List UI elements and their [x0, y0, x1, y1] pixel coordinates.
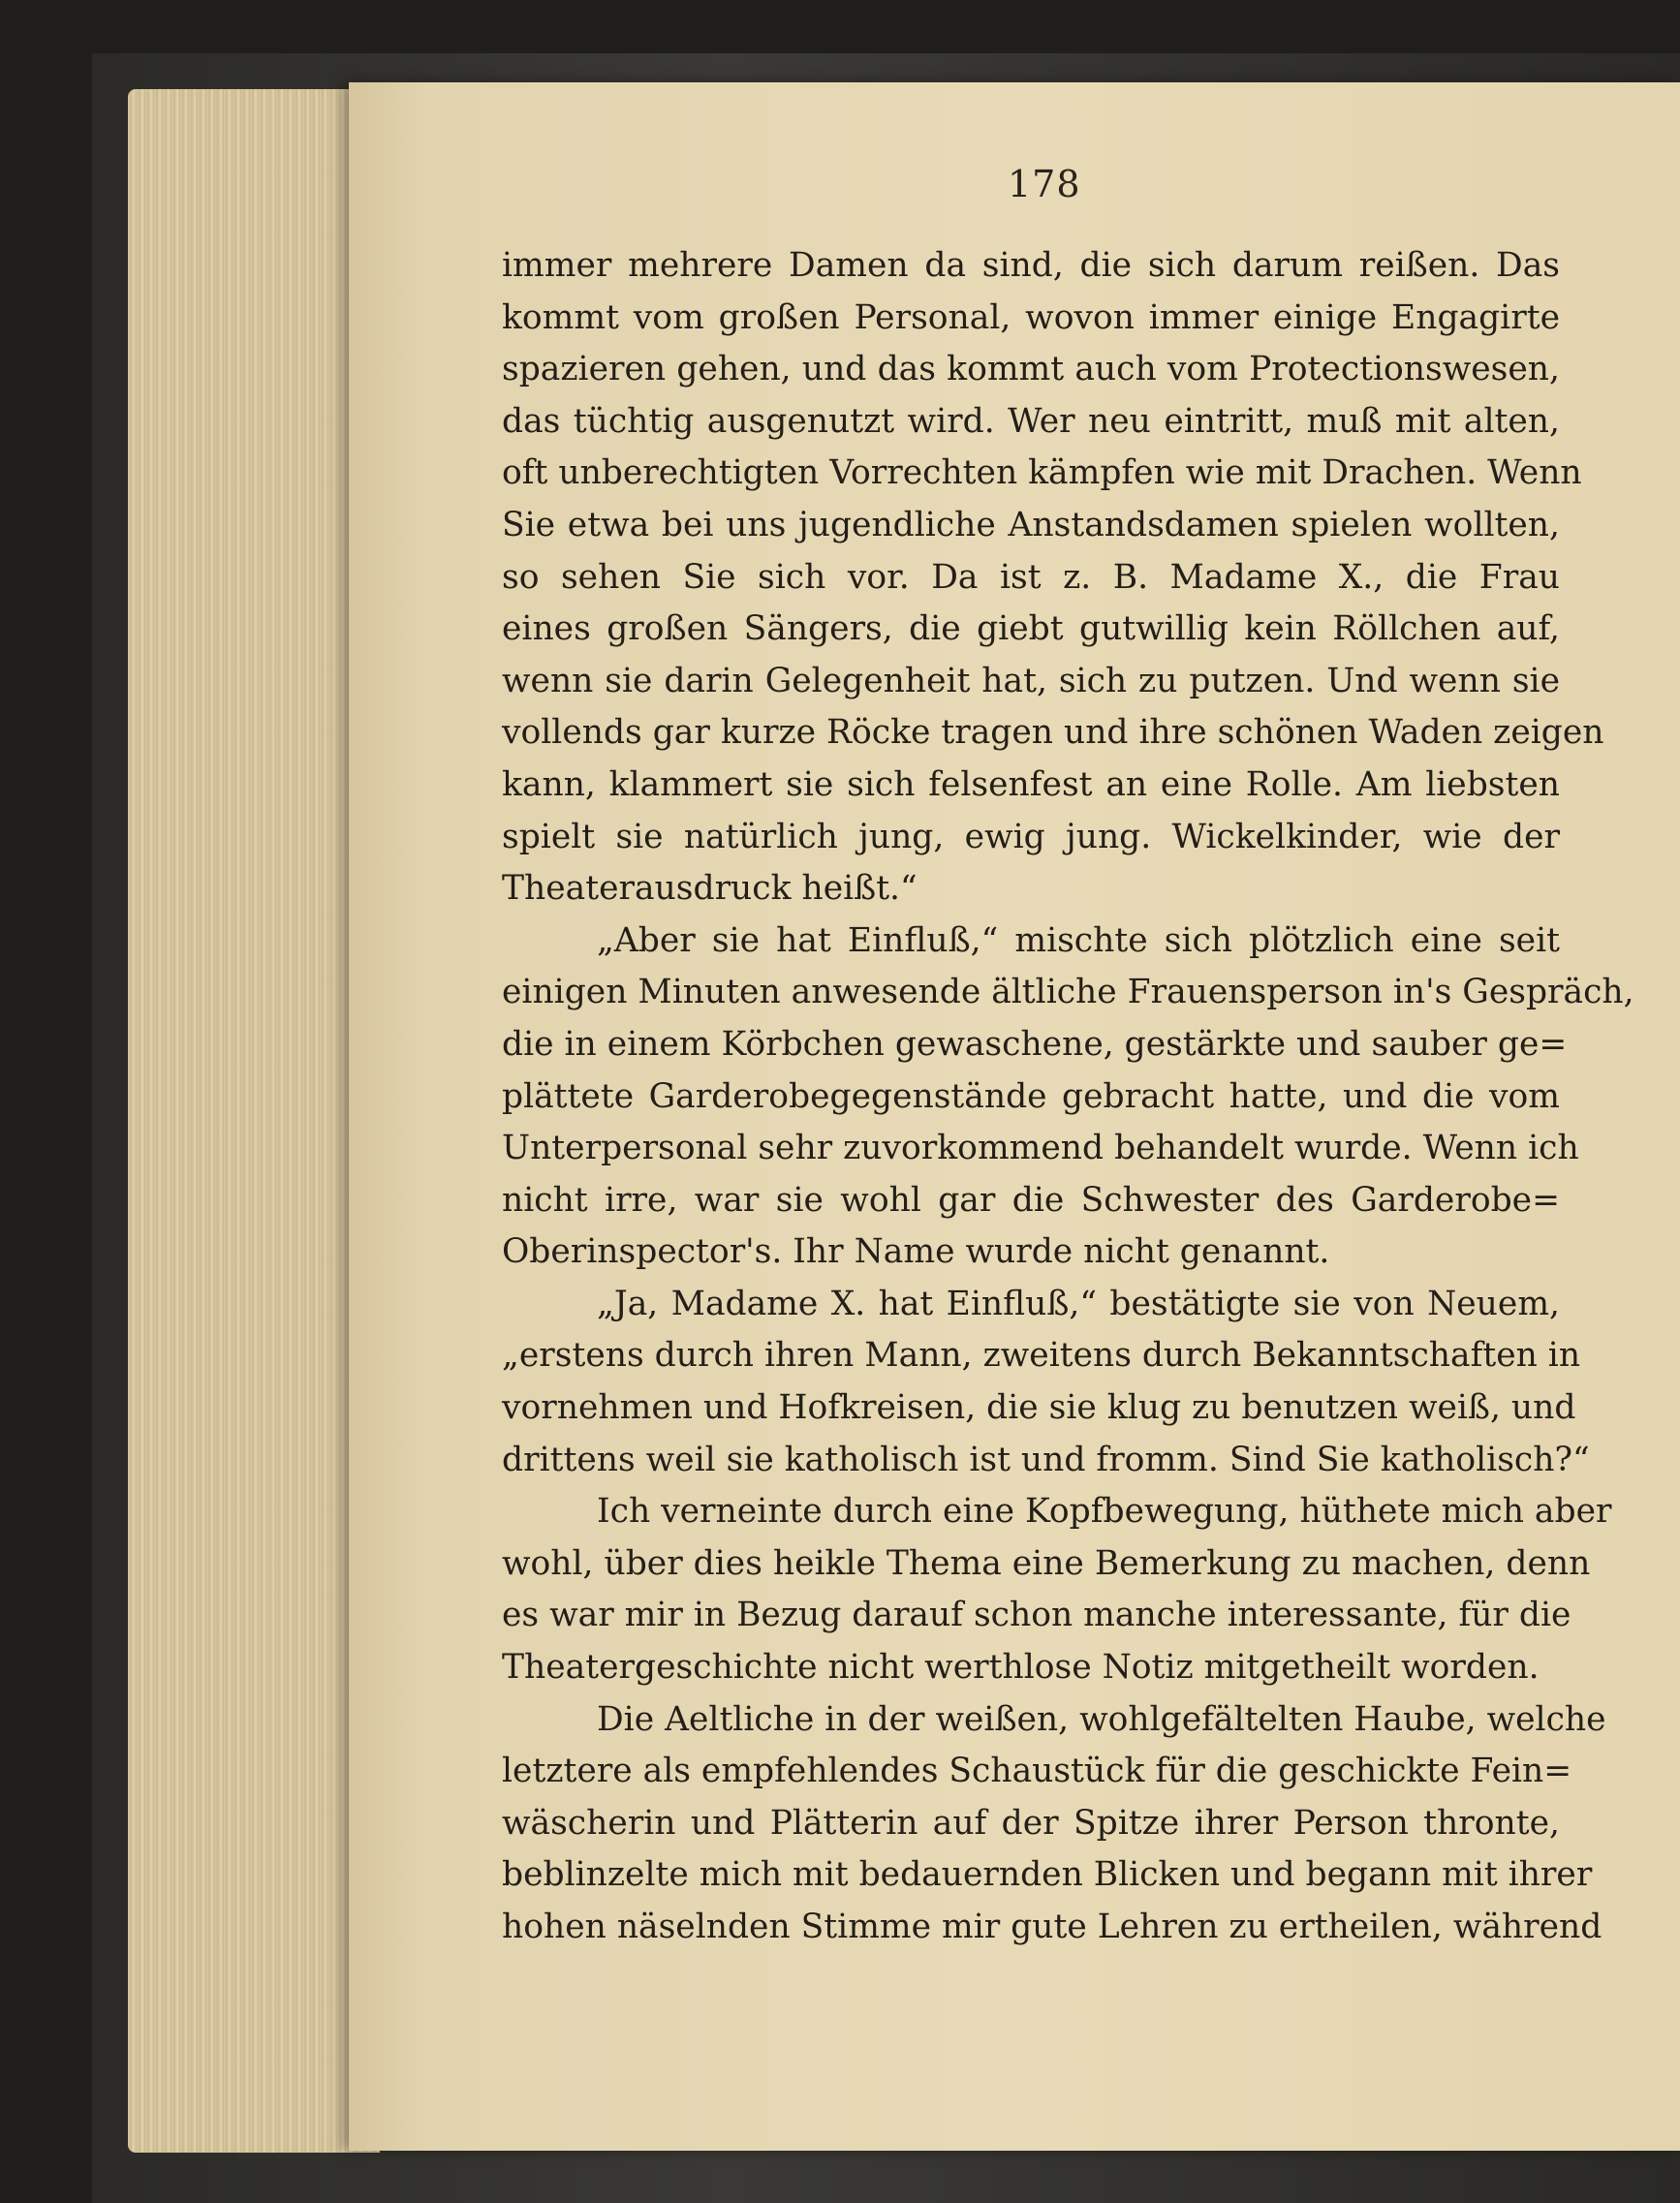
text-line: vollends gar kurze Röcke tragen und ihre schönen Waden zeigen — [502, 713, 1604, 753]
text-line: die in einem Körbchen gewaschene, gestärkte und sauber ge= — [502, 1024, 1568, 1064]
text-line: immer mehrere Damen da sind, die sich darum reißen. Das — [502, 246, 1560, 285]
body-text — [502, 240, 1634, 1954]
stacked-page-edges — [128, 89, 380, 2153]
text-line: das tüchtig ausgenutzt wird. Wer neu eintritt, muß mit alten, — [502, 401, 1560, 441]
text-line: „Aber sie hat Einfluß,“ mischte sich plötzlich eine seit — [597, 920, 1560, 960]
text-line: wohl, über dies heikle Thema eine Bemerkung zu machen, denn — [502, 1543, 1591, 1583]
text-line: beblinzelte mich mit bedauernden Blicken und begann mit ihrer — [502, 1855, 1593, 1895]
text-line: hohen näselnden Stimme mir gute Lehren zu ertheilen, während — [502, 1908, 1602, 1946]
text-line: kommt vom großen Personal, wovon immer einige Engagirte — [502, 297, 1560, 337]
text-line: Sie etwa bei uns jugendliche Anstandsdamen spielen wollten, — [502, 505, 1560, 544]
text-line: Theatergeschichte nicht werthlose Notiz mitgetheilt worden. — [502, 1648, 1540, 1688]
text-line: kann, klammert sie sich felsenfest an eine Rolle. Am liebsten — [502, 764, 1560, 804]
text-line: eines großen Sängers, die giebt gutwillig kein Röllchen auf, — [502, 609, 1560, 649]
text-line: spazieren gehen, und das kommt auch vom Protectionswesen, — [502, 350, 1560, 389]
text-line: „erstens durch ihren Mann, zweitens durch Bekanntschaften in — [502, 1336, 1581, 1376]
text-line: Ich verneinte durch eine Kopfbewegung, hüthete mich aber — [597, 1492, 1612, 1532]
page-number: 178 — [1008, 163, 1081, 205]
text-line: es war mir in Bezug darauf schon manche interessante, für die — [502, 1596, 1571, 1635]
text-line: vornehmen und Hofkreisen, die sie klug zu benutzen weiß, und — [502, 1388, 1576, 1428]
text-line: drittens weil sie katholisch ist und fromm. Sind Sie katholisch?“ — [502, 1440, 1590, 1479]
text-line: wäscherin und Plätterin auf der Spitze ihrer Person thronte, — [502, 1803, 1560, 1843]
text-line: Oberinspector's. Ihr Name wurde nicht genannt. — [502, 1232, 1330, 1272]
text-line: Unterpersonal sehr zuvorkommend behandelt wurde. Wenn ich — [502, 1129, 1579, 1168]
text-line: spielt sie natürlich jung, ewig jung. Wickelkinder, wie der — [502, 817, 1560, 856]
text-line: „Ja, Madame X. hat Einfluß,“ bestätigte sie von Neuem, — [597, 1284, 1560, 1323]
text-line: Theaterausdruck heißt.“ — [502, 869, 918, 909]
text-line: plättete Garderobegegenstände gebracht hatte, und die vom — [502, 1076, 1560, 1116]
text-line: nicht irre, war sie wohl gar die Schwester des Garderobe= — [502, 1180, 1560, 1220]
text-line: einigen Minuten anwesende ältliche Frauensperson in's Gespräch, — [502, 973, 1634, 1012]
text-line: so sehen Sie sich vor. Da ist z. B. Madame X., die Frau — [502, 557, 1560, 597]
text-line: letztere als empfehlendes Schaustück für die geschickte Fein= — [502, 1752, 1572, 1791]
text-line: Die Aeltliche in der weißen, wohlgefältelten Haube, welche — [597, 1699, 1606, 1739]
text-line: wenn sie darin Gelegenheit hat, sich zu putzen. Und wenn sie — [502, 661, 1560, 700]
text-line: oft unberechtigten Vorrechten kämpfen wie mit Drachen. Wenn — [502, 453, 1582, 493]
